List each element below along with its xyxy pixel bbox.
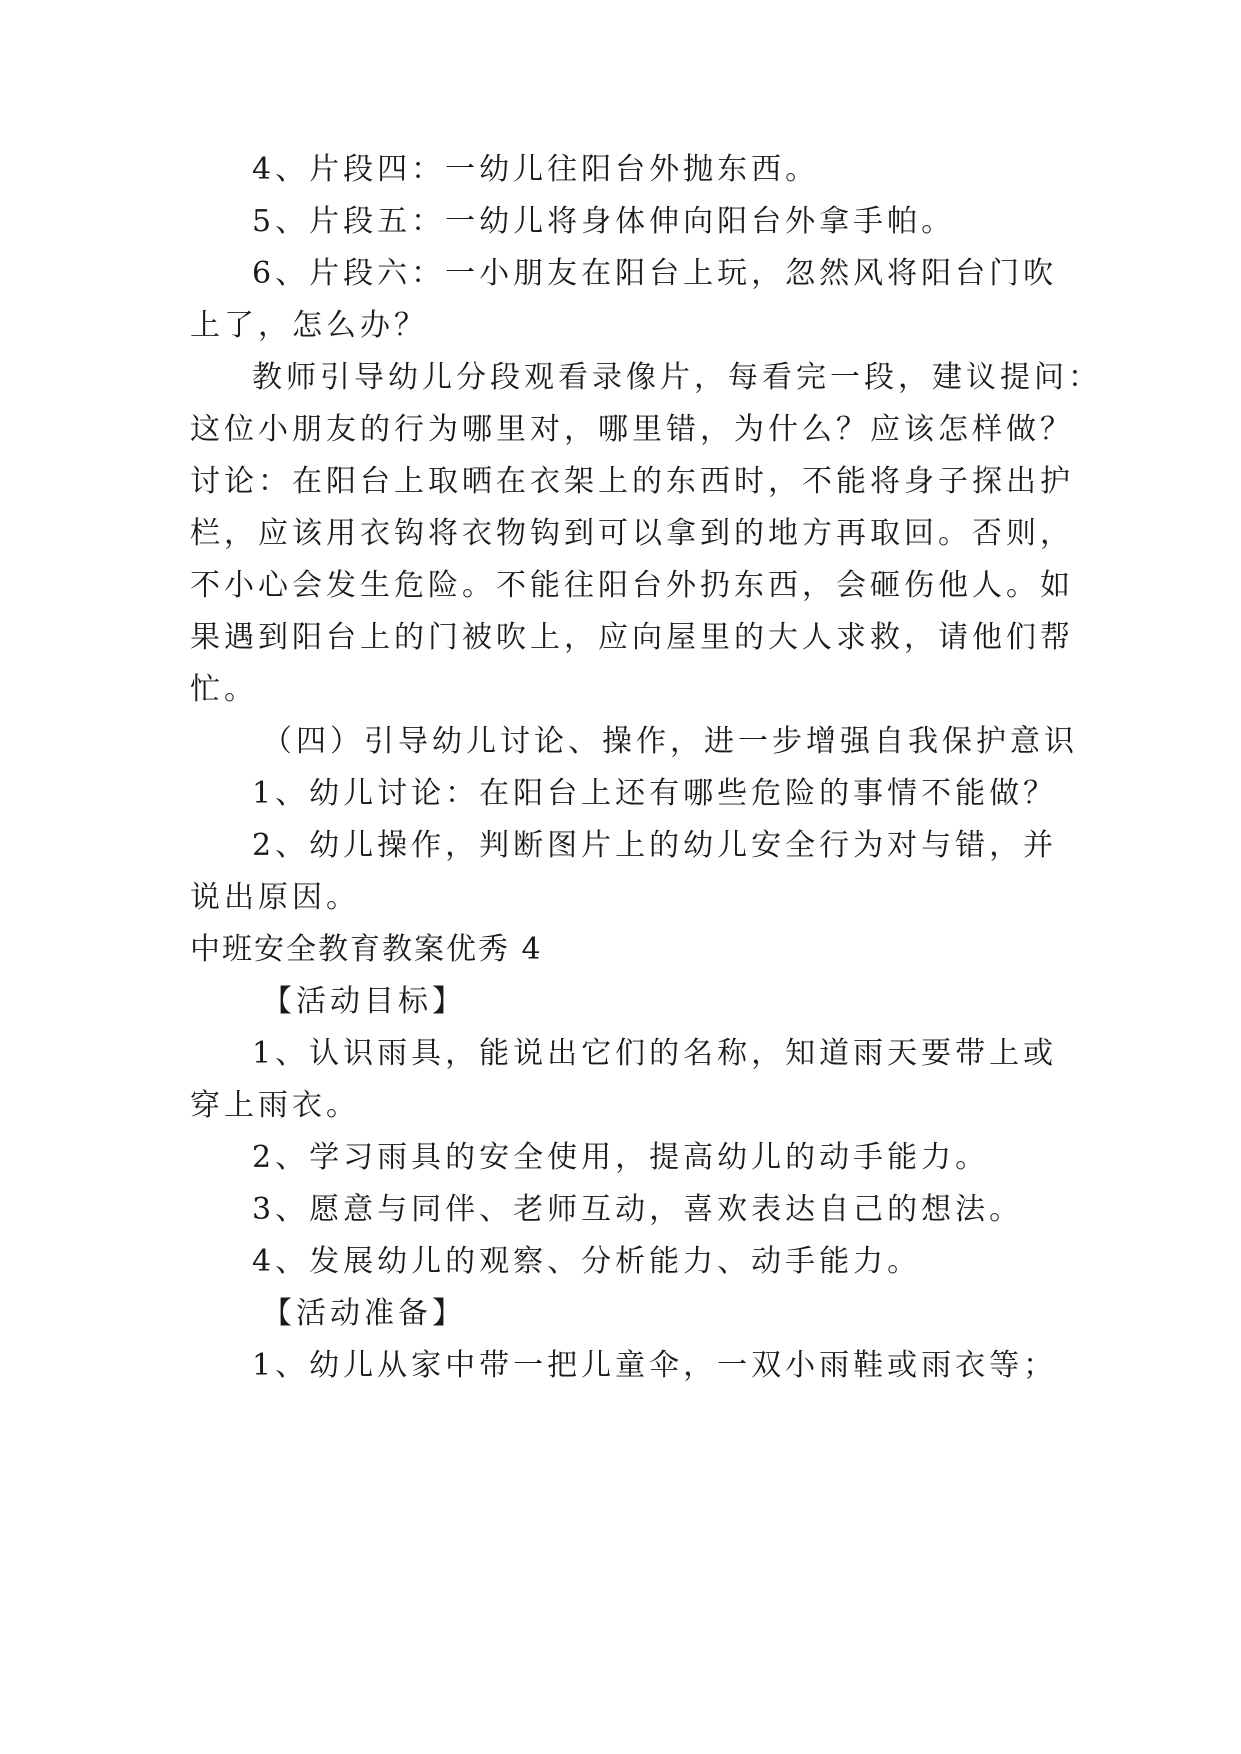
paragraph-line: 2、幼儿操作，判断图片上的幼儿安全行为对与错，并: [252, 828, 1058, 863]
paragraph-line: 这位小朋友的行为哪里对，哪里错，为什么？应该怎样做？: [190, 412, 1074, 447]
paragraph-line: 果遇到阳台上的门被吹上，应向屋里的大人求救，请他们帮: [190, 620, 1074, 655]
paragraph-line: 穿上雨衣。: [190, 1088, 360, 1123]
paragraph-line: 4、片段四：一幼儿往阳台外抛东西。: [252, 152, 820, 187]
lesson-title: 中班安全教育教案优秀 4: [190, 932, 543, 967]
paragraph-line: 5、片段五：一幼儿将身体伸向阳台外拿手帕。: [252, 204, 956, 239]
paragraph-line: 不小心会发生危险。不能往阳台外扔东西，会砸伤他人。如: [190, 568, 1074, 603]
paragraph-line: 4、发展幼儿的观察、分析能力、动手能力。: [252, 1244, 922, 1279]
paragraph-line: 讨论：在阳台上取晒在衣架上的东西时，不能将身子探出护: [190, 464, 1074, 499]
paragraph-line: 栏，应该用衣钩将衣物钩到可以拿到的地方再取回。否则，: [190, 516, 1074, 551]
paragraph-line: 2、学习雨具的安全使用，提高幼儿的动手能力。: [252, 1140, 990, 1175]
section-heading: 【活动准备】: [262, 1296, 466, 1331]
section-heading: （四）引导幼儿讨论、操作，进一步增强自我保护意识: [262, 724, 1078, 759]
paragraph-line: 教师引导幼儿分段观看录像片，每看完一段，建议提问：: [252, 360, 1102, 395]
paragraph-line: 说出原因。: [190, 880, 360, 915]
paragraph-line: 3、愿意与同伴、老师互动，喜欢表达自己的想法。: [252, 1192, 1024, 1227]
paragraph-line: 上了，怎么办？: [190, 308, 428, 343]
paragraph-line: 忙。: [190, 672, 258, 707]
paragraph-line: 1、幼儿讨论：在阳台上还有哪些危险的事情不能做？: [252, 776, 1058, 811]
section-heading: 【活动目标】: [262, 984, 466, 1019]
paragraph-line: 6、片段六：一小朋友在阳台上玩，忽然风将阳台门吹: [252, 256, 1058, 291]
paragraph-line: 1、认识雨具，能说出它们的名称，知道雨天要带上或: [252, 1036, 1058, 1071]
paragraph-line: 1、幼儿从家中带一把儿童伞，一双小雨鞋或雨衣等；: [252, 1348, 1058, 1383]
